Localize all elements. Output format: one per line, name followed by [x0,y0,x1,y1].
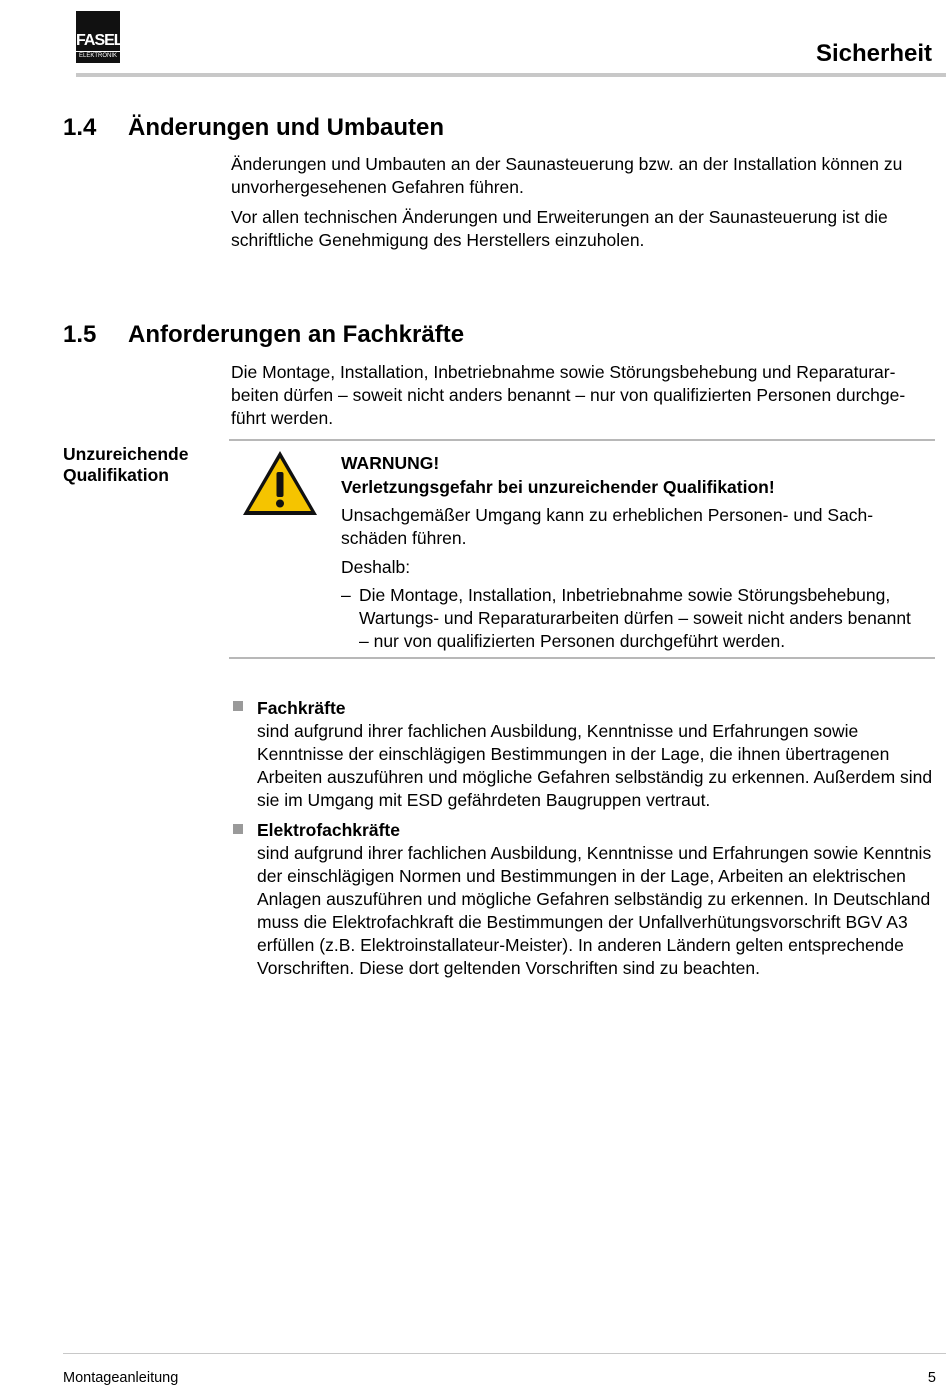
section-header-title: Sicherheit [815,40,932,67]
footer-document-name: Montageanleitung [63,1370,179,1386]
warning-text: Unsachgemäßer Umgang kann zu erheblichen Personen- und Sachschäden führen. [341,505,874,548]
warning-subheading: Verletzungsgefahr bei unzureichender Qualifikation! [341,477,775,497]
warning-heading: WARNUNG! [341,453,440,473]
margin-label: Unzureichende Qualifikation [63,444,189,485]
square-bullet [233,701,243,711]
warning-triangle-icon [241,449,319,517]
heading-title: Änderungen und Umbauten [128,114,444,141]
fasel-logo [76,11,123,63]
warning-top-divider [229,439,935,441]
logo-subtext: ELEKTRONIK [76,51,120,60]
heading-number: 1.5 [63,321,97,348]
bullet-title: Fachkräfte [257,698,346,718]
heading-1-4 [63,114,444,142]
footer-divider [63,1353,946,1354]
header-divider [76,73,946,77]
square-bullet [233,824,243,834]
warning-bottom-divider [229,657,935,659]
bullet-text: sind aufgrund ihrer fachlichen Ausbildung, Kenntnisse und Erfahrungen sowie Kenntnisse der einschlägigen Bestimmungen in der Lage, die ihnen übertragenen Arbeiten auszuführen und mögliche Gefahren selbständig zu erkennen. Außerdem sind sie im Umgang mit ESD gefährdeten Baugruppen vertraut. [257,721,933,810]
heading-1-5 [63,321,464,349]
bullet-text: sind aufgrund ihrer fachlichen Ausbildung, Kenntnisse und Erfahrungen sowie Kenntnis der einschlägigen Normen und Bestimmungen in der Lage, Arbeiten an elektrischen Anlagen auszuführen und mögliche Gefahren selbständig zu erkennen. In Deutschland muss die Elektrofachkraft die Bestimmungen der Unfallverhütungsvorschrift BGV A3 erfüllen (z.B. Elektroinstallateur-Meister). In anderen Ländern gelten entsprechende Vorschriften. Diese dort geltenden Vorschriften sind zu beachten. [257,843,932,978]
paragraph: Änderungen und Umbauten an der Saunasteuerung bzw. an der Installation können zu unvorhergesehenen Gefahren führen. [231,154,903,197]
dash-marker: – [341,585,351,605]
warning-list-item-text: Die Montage, Installation, Inbetriebnahme sowie Störungsbehebung, Wartungs- und Reparaturarbeiten dürfen – soweit nicht anders benannt – nur von qualifizierten Personen durchgeführt werden. [359,585,911,651]
heading-number: 1.4 [63,114,97,141]
bullet-title: Elektrofachkräfte [257,820,400,840]
page-number: 5 [927,1370,936,1386]
warning-therefore: Deshalb: [341,557,411,577]
paragraph: Die Montage, Installation, Inbetriebnahme sowie Störungsbehebung und Reparaturarbeiten dürfen – soweit nicht anders benannt – nur von qualifizierten Personen durchgeführt werden. [231,362,906,428]
paragraph: Vor allen technischen Änderungen und Erweiterungen an der Saunasteuerung ist die schriftliche Genehmigung des Herstellers einzuholen. [231,207,888,250]
heading-title: Anforderungen an Fachkräfte [128,321,465,348]
logo-text: FASEL [76,32,123,49]
